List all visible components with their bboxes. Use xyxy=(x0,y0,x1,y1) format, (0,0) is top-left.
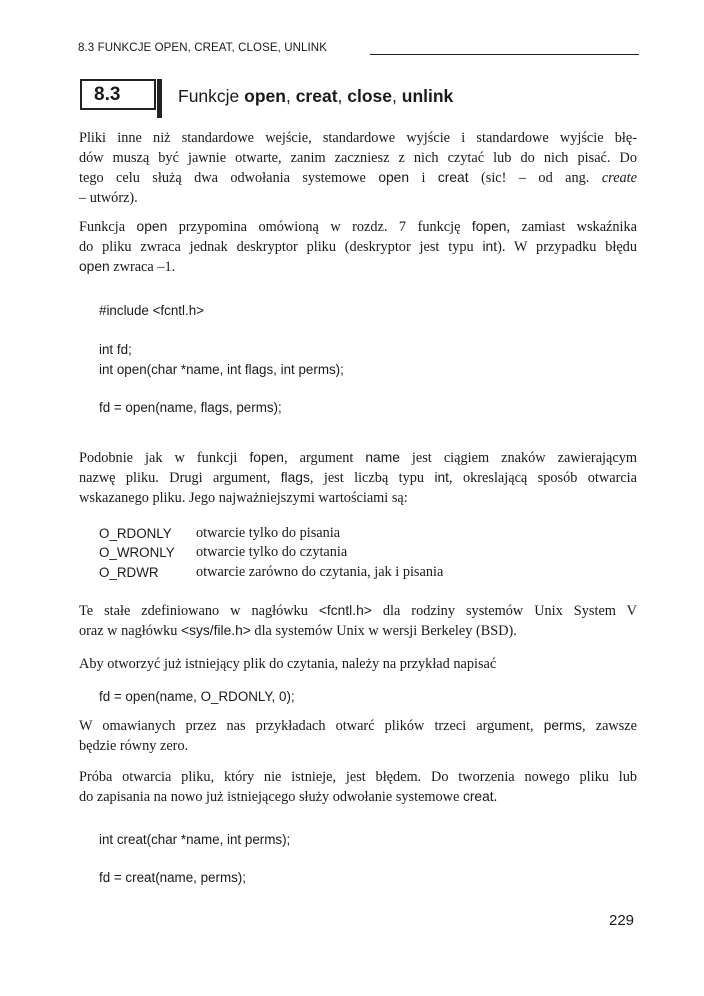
section-title-prefix: Funkcje xyxy=(178,86,245,106)
inline-code-sys-file-h: <sys/file.h> xyxy=(181,623,251,638)
code-decl-open: int open(char *name, int flags, int perms); xyxy=(99,362,344,377)
paragraph-line: do pliku zwraca jednak deskryptor pliku (deskryptor jest typu int). W przypadku błędu xyxy=(79,239,637,255)
paragraph-line: Aby otworzyć już istniejący plik do czytania, należy na przykład napisać xyxy=(79,656,497,672)
paragraph-creat xyxy=(79,767,637,807)
inline-code-creat: creat xyxy=(437,170,469,185)
paragraph-line: W omawianych przez nas przykładach otwarć plików trzeci argument, perms, zawsze xyxy=(79,718,637,734)
inline-code-open: open xyxy=(136,219,168,234)
code-decl-creat: int creat(char *name, int perms); xyxy=(99,832,291,847)
paragraph-line: tego celu służą dwa odwołania systemowe open i creat (sic! – od ang. create xyxy=(79,170,638,186)
code-call-creat: fd = creat(name, perms); xyxy=(99,870,246,885)
paragraph-intro xyxy=(79,128,637,208)
section-title-open: open xyxy=(244,86,286,106)
paragraph-line: Pliki inne niż standardowe wejście, standardowe wyjście i standardowe wyjście błę- xyxy=(79,130,637,146)
inline-code-open: open xyxy=(378,170,410,185)
flag-description: otwarcie tylko do pisania xyxy=(196,525,341,541)
inline-code-name: name xyxy=(365,450,400,465)
code-call-open: fd = open(name, flags, perms); xyxy=(99,400,282,415)
section-title-creat: creat xyxy=(295,86,338,106)
paragraph-line: open zwraca –1. xyxy=(79,259,176,275)
flag-name: O_RDWR xyxy=(99,565,159,580)
section-title: Funkcje open, creat, close, unlink xyxy=(178,86,454,106)
inline-code-open: open xyxy=(79,259,110,274)
flag-name: O_RDONLY xyxy=(99,526,172,541)
paragraph-line: nazwę pliku. Drugi argument, flags, jest liczbą typu int, okreslającą sposób otwarcia xyxy=(79,470,638,486)
paragraph-headers xyxy=(79,601,637,641)
flag-name: O_WRONLY xyxy=(99,545,175,560)
italic-term-create: create xyxy=(601,170,638,186)
flag-description: otwarcie zarówno do czytania, jak i pisania xyxy=(196,564,444,580)
paragraph-line: Funkcja open przypomina omówioną w rozdz. 7 funkcję fopen, zamiast wskaźnika xyxy=(79,219,637,235)
section-number-bar xyxy=(157,79,162,118)
inline-code-flags: flags xyxy=(280,470,310,485)
paragraph-perms xyxy=(79,716,637,756)
paragraph-line: będzie równy zero. xyxy=(79,738,189,754)
paragraph-line: dów muszą być jawnie otwarte, zanim zaczniesz z nich czytać lub do nich pisać. Do xyxy=(79,150,637,166)
running-head-rule xyxy=(370,54,639,55)
inline-code-fopen: fopen xyxy=(471,219,507,234)
code-include: #include <fcntl.h> xyxy=(99,303,204,318)
code-decl-fd: int fd; xyxy=(99,342,132,357)
paragraph-arguments xyxy=(79,448,637,508)
section-title-unlink: unlink xyxy=(401,86,454,106)
paragraph-line: Próba otwarcia pliku, który nie istnieje, jest błędem. Do tworzenia nowego pliku lub xyxy=(79,769,637,785)
inline-code-fcntl-h: <fcntl.h> xyxy=(318,603,372,618)
paragraph-line: do zapisania na nowo już istniejącego służy odwołanie systemowe creat. xyxy=(79,789,498,805)
inline-code-int: int xyxy=(482,239,498,254)
paragraph-line: – utwórz). xyxy=(79,190,138,206)
section-number: 8.3 xyxy=(80,79,156,110)
section-title-close: close xyxy=(347,86,393,106)
inline-code-perms: perms xyxy=(543,718,583,733)
paragraph-line: Te stałe zdefiniowano w nagłówku <fcntl.h> dla rodziny systemów Unix System V xyxy=(79,603,637,619)
code-open-rdonly: fd = open(name, O_RDONLY, 0); xyxy=(99,689,295,704)
paragraph-open-existing xyxy=(79,654,637,674)
inline-code-fopen: fopen xyxy=(249,450,284,465)
running-head: 8.3 FUNKCJE OPEN, CREAT, CLOSE, UNLINK xyxy=(78,42,327,54)
paragraph-line: wskazanego pliku. Jego najważniejszymi wartościami są: xyxy=(79,490,408,506)
inline-code-int: int xyxy=(434,470,450,485)
paragraph-line: oraz w nagłówku <sys/file.h> dla systemów Unix w wersji Berkeley (BSD). xyxy=(79,623,517,639)
paragraph-open-description xyxy=(79,217,637,277)
paragraph-line: Podobnie jak w funkcji fopen, argument name jest ciągiem znaków zawierającym xyxy=(79,450,637,466)
flag-description: otwarcie tylko do czytania xyxy=(196,544,348,560)
page-number: 229 xyxy=(609,912,635,929)
inline-code-creat: creat xyxy=(462,789,494,804)
